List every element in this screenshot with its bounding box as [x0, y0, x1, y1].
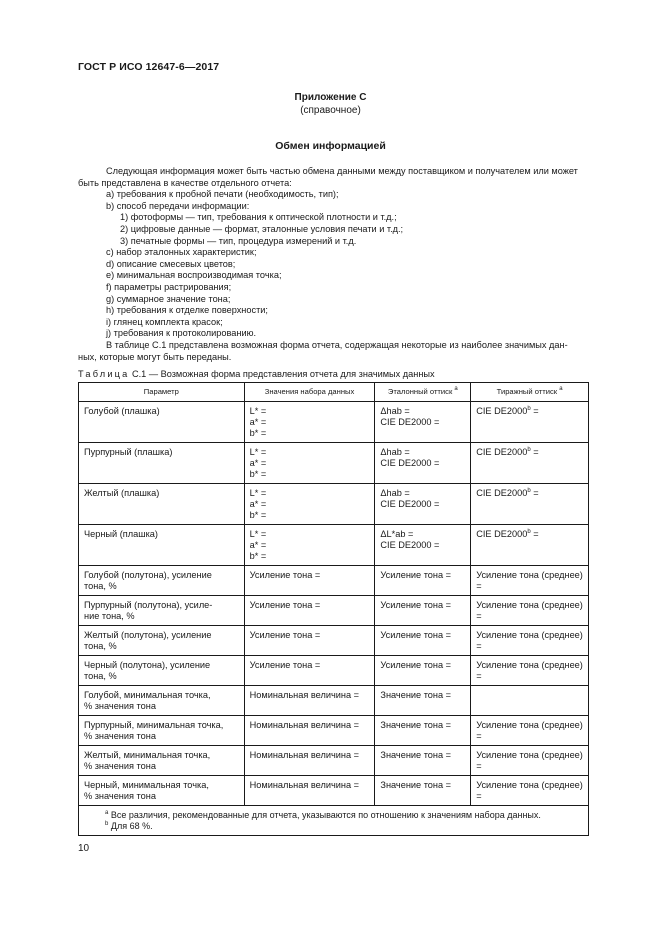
- set-value-line: L* =: [249, 406, 267, 416]
- report-table: [78, 382, 589, 836]
- set-value-cell: [244, 626, 375, 656]
- footnote-mark: b: [527, 447, 531, 453]
- param-line: тона, %: [84, 671, 117, 681]
- list-item: 3) печатные формы — тип, процедура измерений и т.д.: [120, 235, 357, 246]
- production-cell: [471, 525, 589, 566]
- set-value-cell: [244, 596, 375, 626]
- table-note: [105, 821, 584, 832]
- set-value-line: a* =: [249, 540, 267, 550]
- set-value-cell: [244, 656, 375, 686]
- table-row: [79, 566, 589, 596]
- param-cell: [79, 716, 245, 746]
- production-value: Усиление тона (среднее) =: [476, 780, 583, 801]
- table-row: [79, 596, 589, 626]
- param-line: % значения тона: [84, 701, 156, 711]
- set-value-line: b* =: [249, 428, 267, 438]
- production-value: CIE DE2000: [476, 488, 528, 498]
- param-line: тона, %: [84, 641, 117, 651]
- reference-line: Δhab =: [380, 406, 410, 416]
- reference-line: Значение тона =: [380, 690, 452, 700]
- header-production: [471, 383, 589, 402]
- reference-line: ΔL*ab =: [380, 529, 414, 539]
- reference-line: Усиление тона =: [380, 570, 452, 580]
- production-cell: [471, 656, 589, 686]
- table-note: [105, 810, 584, 821]
- set-value-line: b* =: [249, 551, 267, 561]
- table-note-text: Для 68 %.: [108, 821, 153, 831]
- set-value-line: L* =: [249, 447, 267, 457]
- set-value-cell: [244, 776, 375, 806]
- reference-cell: [375, 443, 471, 484]
- reference-cell: [375, 686, 471, 716]
- production-value-tail: =: [530, 529, 539, 539]
- table-row: [79, 484, 589, 525]
- table-header-row: [79, 383, 589, 402]
- reference-line: Усиление тона =: [380, 660, 452, 670]
- production-cell: [471, 686, 589, 716]
- param-line: Желтый (плашка): [84, 488, 160, 498]
- page-number: 10: [78, 843, 90, 854]
- production-cell: [471, 746, 589, 776]
- header-reference: [375, 383, 471, 402]
- table-notes: [79, 806, 589, 836]
- production-value: Усиление тона (среднее) =: [476, 720, 583, 741]
- annex-subtitle: (справочное): [300, 105, 361, 116]
- table-row: [79, 626, 589, 656]
- production-value: Усиление тона (среднее) =: [476, 660, 583, 681]
- set-value-cell: [244, 746, 375, 776]
- list-item: j) требования к протоколированию.: [106, 328, 257, 339]
- reference-line: CIE DE2000 =: [380, 458, 440, 468]
- production-cell: [471, 402, 589, 443]
- section-title: Обмен информацией: [275, 140, 386, 152]
- reference-line: CIE DE2000 =: [380, 540, 440, 550]
- table-caption-text: С.1 — Возможная форма представления отчета для значимых данных: [129, 369, 435, 379]
- production-value-tail: =: [530, 488, 539, 498]
- param-line: Голубой, минимальная точка,: [84, 690, 211, 700]
- set-value-line: L* =: [249, 488, 267, 498]
- param-cell: [79, 776, 245, 806]
- param-line: % значения тона: [84, 761, 156, 771]
- annex-title: Приложение С: [294, 92, 367, 103]
- production-cell: [471, 566, 589, 596]
- param-line: ние тона, %: [84, 611, 135, 621]
- set-value-cell: [244, 484, 375, 525]
- production-value: CIE DE2000: [476, 447, 528, 457]
- production-value: Усиление тона (среднее) =: [476, 600, 583, 621]
- reference-line: Значение тона =: [380, 720, 452, 730]
- set-value-line: Номинальная величина =: [249, 780, 359, 790]
- param-line: тона, %: [84, 581, 117, 591]
- production-value: Усиление тона (среднее) =: [476, 630, 583, 651]
- param-cell: [79, 626, 245, 656]
- set-value-line: Номинальная величина =: [249, 720, 359, 730]
- reference-line: Значение тона =: [380, 750, 452, 760]
- list-item: c) набор эталонных характеристик;: [106, 247, 257, 258]
- table-row: [79, 525, 589, 566]
- footnote-mark: b: [105, 821, 109, 827]
- list-item: h) требования к отделке поверхности;: [106, 305, 268, 316]
- body-text: [78, 166, 588, 363]
- reference-line: Усиление тона =: [380, 600, 452, 610]
- footnote-mark: b: [527, 488, 531, 494]
- param-line: Пурпурный (плашка): [84, 447, 173, 457]
- production-value: CIE DE2000: [476, 529, 528, 539]
- reference-cell: [375, 716, 471, 746]
- reference-line: CIE DE2000 =: [380, 417, 440, 427]
- table-row: [79, 716, 589, 746]
- set-value-cell: [244, 716, 375, 746]
- reference-line: Δhab =: [380, 447, 410, 457]
- table-row: [79, 656, 589, 686]
- param-line: % значения тона: [84, 731, 156, 741]
- production-cell: [471, 596, 589, 626]
- footnote-mark: a: [454, 386, 458, 392]
- param-line: Пурпурный, минимальная точка,: [84, 720, 224, 730]
- param-cell: [79, 402, 245, 443]
- production-cell: [471, 484, 589, 525]
- production-value-tail: =: [530, 447, 539, 457]
- list-item: 1) фотоформы — тип, требования к оптической плотности и т.д.;: [120, 212, 397, 223]
- table-row: [79, 776, 589, 806]
- list-item: g) суммарное значение тона;: [106, 293, 231, 304]
- set-value-line: L* =: [249, 529, 267, 539]
- production-cell: [471, 776, 589, 806]
- reference-line: Δhab =: [380, 488, 410, 498]
- footnote-mark: a: [105, 810, 109, 816]
- set-value-line: Усиление тона =: [249, 660, 321, 670]
- standard-header: ГОСТ Р ИСО 12647-6—2017: [78, 61, 220, 73]
- reference-cell: [375, 566, 471, 596]
- set-value-cell: [244, 402, 375, 443]
- set-value-line: a* =: [249, 458, 267, 468]
- param-line: Черный (полутона), усиление: [84, 660, 211, 670]
- set-value-cell: [244, 686, 375, 716]
- param-cell: [79, 746, 245, 776]
- production-value: Усиление тона (среднее) =: [476, 750, 583, 771]
- list-item: 2) цифровые данные — формат, эталонные условия печати и т.д.;: [120, 223, 404, 234]
- param-cell: [79, 484, 245, 525]
- production-value-tail: =: [530, 406, 539, 416]
- requirement-list: [78, 189, 588, 340]
- param-cell: [79, 596, 245, 626]
- production-cell: [471, 443, 589, 484]
- table-caption-label: Таблица: [78, 369, 130, 379]
- list-item: b) способ передачи информации:: [106, 200, 250, 211]
- table-note-text: Все различия, рекомендованные для отчета, указываются по отношению к значениям набора данных.: [108, 810, 541, 820]
- set-value-line: Номинальная величина =: [249, 690, 359, 700]
- closing-line: ных, которые могут быть переданы.: [78, 351, 232, 362]
- reference-line: Усиление тона =: [380, 630, 452, 640]
- reference-line: Значение тона =: [380, 780, 452, 790]
- set-value-line: b* =: [249, 510, 267, 520]
- table-row: [79, 443, 589, 484]
- footnote-mark: b: [527, 529, 531, 535]
- param-cell: [79, 443, 245, 484]
- reference-cell: [375, 746, 471, 776]
- set-value-line: b* =: [249, 469, 267, 479]
- set-value-line: Усиление тона =: [249, 600, 321, 610]
- param-line: Черный, минимальная точка,: [84, 780, 209, 790]
- set-value-cell: [244, 525, 375, 566]
- list-item: f) параметры растрирования;: [106, 281, 232, 292]
- production-value: Усиление тона (среднее) =: [476, 570, 583, 591]
- reference-cell: [375, 776, 471, 806]
- reference-cell: [375, 596, 471, 626]
- param-line: Черный (плашка): [84, 529, 158, 539]
- table-notes-row: [79, 806, 589, 836]
- param-line: Желтый, минимальная точка,: [84, 750, 211, 760]
- list-item: e) минимальная воспроизводимая точка;: [106, 270, 282, 281]
- set-value-line: Номинальная величина =: [249, 750, 359, 760]
- reference-cell: [375, 402, 471, 443]
- param-line: Пурпурный (полутона), усиле-: [84, 600, 213, 610]
- param-cell: [79, 686, 245, 716]
- header-production-label: Тиражный оттиск: [496, 387, 558, 396]
- set-value-line: Усиление тона =: [249, 570, 321, 580]
- list-item: i) глянец комплекта красок;: [106, 316, 223, 327]
- reference-cell: [375, 626, 471, 656]
- footnote-mark: b: [527, 406, 531, 412]
- set-value-line: Усиление тона =: [249, 630, 321, 640]
- closing-line: В таблице С.1 представлена возможная форма отчета, содержащая некоторые из наиболее значимых дан-: [106, 339, 568, 350]
- set-value-line: a* =: [249, 499, 267, 509]
- param-line: Голубой (плашка): [84, 406, 160, 416]
- param-cell: [79, 525, 245, 566]
- production-cell: [471, 716, 589, 746]
- param-line: Голубой (полутона), усиление: [84, 570, 212, 580]
- list-item: a) требования к пробной печати (необходимость, тип);: [106, 189, 339, 200]
- set-value-cell: [244, 443, 375, 484]
- table-row: [79, 686, 589, 716]
- reference-cell: [375, 656, 471, 686]
- param-line: % значения тона: [84, 791, 156, 801]
- param-line: Желтый (полутона), усиление: [84, 630, 212, 640]
- intro-line: быть представлена в качестве отдельного отчета:: [78, 177, 292, 188]
- list-item: d) описание смесевых цветов;: [106, 258, 236, 269]
- reference-cell: [375, 525, 471, 566]
- param-cell: [79, 566, 245, 596]
- header-param: Параметр: [79, 383, 245, 402]
- reference-cell: [375, 484, 471, 525]
- set-value-line: a* =: [249, 417, 267, 427]
- table-row: [79, 402, 589, 443]
- table-row: [79, 746, 589, 776]
- reference-line: CIE DE2000 =: [380, 499, 440, 509]
- table-caption: [78, 369, 435, 379]
- header-set-values: Значения набора данных: [244, 383, 375, 402]
- footnote-mark: a: [559, 386, 563, 392]
- production-value: CIE DE2000: [476, 406, 528, 416]
- set-value-cell: [244, 566, 375, 596]
- intro-line: Следующая информация может быть частью обмена данными между поставщиком и получателем или может: [106, 166, 578, 176]
- param-cell: [79, 656, 245, 686]
- production-cell: [471, 626, 589, 656]
- header-reference-label: Эталонный оттиск: [387, 387, 453, 396]
